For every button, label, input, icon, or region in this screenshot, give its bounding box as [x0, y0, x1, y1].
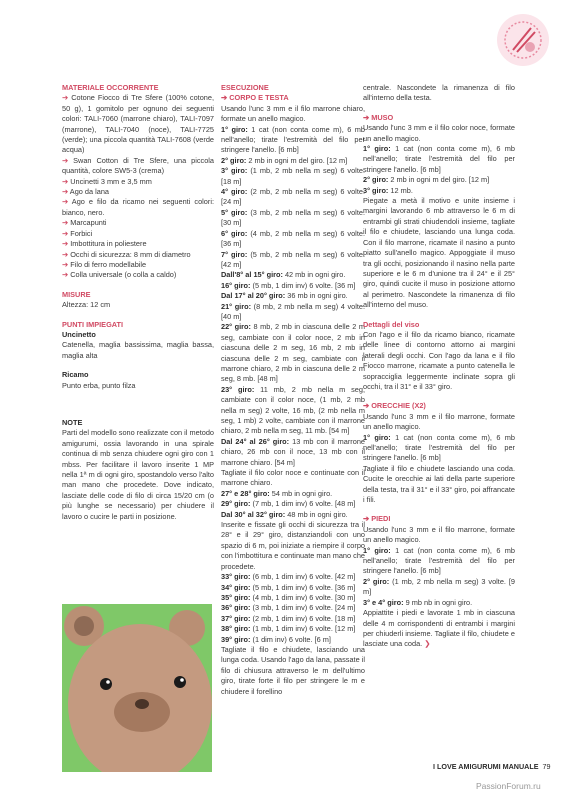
body-continuation: centrale. Nascondete la rimanenza di filo all'interno della testa. [363, 83, 515, 103]
magazine-name: I LOVE AMIGURUMI MANUALE [433, 762, 539, 771]
materials-item: ➔ Occhi di sicurezza: 8 mm di diametro [62, 249, 191, 259]
instruction-row: 36° giro: (3 mb, 1 dim inv) 6 volte. [24 m] [221, 603, 356, 613]
materials-item: ➔ Marcapunti [62, 218, 107, 228]
body-title: CORPO E TESTA [229, 93, 289, 103]
instruction-row: 2° giro: 2 mb in ogni m del giro. [12 m] [363, 175, 490, 185]
piedi-title: PIEDI [371, 514, 391, 524]
arrow-icon: ➔ [363, 401, 372, 411]
instruction-row: 1° giro: 1 cat (non conta come m), 6 mb nell'anello; tirate l'estremità del filo per stringere l'anello. [6 mb] [363, 545, 515, 576]
instruction-row: 1° giro: 1 cat (non conta come m), 6 mb nell'anello; tirate l'estremità del filo per stringere l'anello. [6 mb] [221, 124, 365, 155]
viso-text: Con l'ago e il filo da ricamo bianco, ricamate delle linee di contorno attorno ai margini laterali degli occhi. Con l'ago da lana e il filo Fiocco marrone, ricamate a punto catenella le sopracciglia leggermente inclinate sopra gli occhi, tra il 31° e il 33° giro. [363, 329, 515, 391]
measures-title: MISURE [62, 289, 91, 299]
page-footer [433, 762, 551, 771]
instruction-row: Dal 24° al 26° giro: 13 mb con il marrone chiaro, 26 mb con il noce, 13 mb con il marrone chiaro. [54 m] [221, 436, 365, 467]
muso-rows [363, 144, 515, 196]
materials-item: ➔ Ago e filo da ricamo nei seguenti colori: bianco, nero. [62, 197, 214, 217]
instruction-row: 16° giro: (5 mb, 1 dim inv) 6 volte. [36 m] [221, 280, 356, 290]
instruction-row: Tagliate il filo e chiudete, lasciando una lunga coda. Usando l'ago da lana, passate il filo di chiusura attraverso le m dell'ultimo giro, tirate forte il filo per stringere le m e chiudere il forellino [221, 644, 365, 696]
arrow-icon: ➔ [62, 218, 71, 228]
body-rows [221, 125, 365, 697]
instruction-row: 7° giro: (5 mb, 2 mb nella m seg) 6 volte. [42 m] [221, 249, 365, 269]
instruction-row: 35° giro: (4 mb, 1 dim inv) 6 volte. [30 m] [221, 592, 356, 602]
instruction-row: Inserite e fissate gli occhi di sicurezza tra il 28° e il 29° giro, distanziandoli con uno spazio di 6 m, poi iniziate a riempire il corpo con l'imbottitura e continuate man mano che procedete. [221, 520, 365, 571]
materials-item: ➔ Cotone Fiocco di Tre Sfere (100% cotone, 50 g), 1 gomitolo per ognuno dei seguenti colori: TALI-7060 (marrone chiaro), TALI-7097 (marrone), TALI-7040 (noce), TALI-7725 (verde); una piccola quantità TALI-7608 (verde acqua) [62, 93, 214, 155]
end-marker-icon: ❯ [424, 639, 431, 649]
instruction-row: 1° giro: 1 cat (non conta come m), 6 mb nell'anello; tirate l'estremità del filo per stringere l'anello. [6 mb] [363, 144, 515, 174]
muso-intro: Usando l'unc 3 mm e il filo color noce, formate un anello magico. [363, 123, 515, 143]
exec-title: ESECUZIONE [221, 83, 269, 92]
instruction-row: Dall'8° al 15° giro: 42 mb in ogni giro. [221, 270, 346, 280]
instruction-row: 38° giro: (1 mb, 1 dim inv) 6 volte. [12 m] [221, 624, 356, 634]
materials-item: ➔ Colla universale (o colla a caldo) [62, 270, 177, 280]
materials-title: MATERIALE OCCORRENTE [62, 83, 159, 92]
body-intro: Usando l'unc 3 mm e il filo marrone chiaro, formate un anello magico. [221, 103, 365, 124]
watermark: PassionForum.ru [476, 781, 541, 791]
instruction-row: Dal 30° al 32° giro: 48 mb in ogni giro. [221, 509, 348, 519]
arrow-icon: ➔ [363, 514, 372, 524]
uncinetto-title: Uncinetto [62, 329, 96, 339]
instruction-row: 29° giro: (7 mb, 1 dim inv) 6 volte. [48 m] [221, 499, 356, 509]
instruction-row: 3° giro: 12 mb. [363, 185, 413, 195]
orecchie-text: Tagliate il filo e chiudete lasciando una coda. Cucite le orecchie ai lati della parte superiore della testa, tra il 31° e il 33° giro, poi affrancate i fili. [363, 463, 515, 505]
orecchie-intro: Usando l'unc 3 mm e il filo marrone, formate un anello magico. [363, 411, 515, 432]
note-title: NOTE [62, 417, 83, 427]
piedi-text: Appiattite i piedi e lavorate 1 mb in ciascuna delle 4 m corrispondenti di entrambi i margini per chiuderli insieme. Tagliate il filo, chiudete e lasciate una coda. [363, 608, 515, 649]
materials-item: ➔ Ago da lana [62, 187, 109, 197]
materials-list [62, 93, 214, 280]
materials-item: ➔ Uncinetti 3 mm e 3,5 mm [62, 176, 152, 186]
arrow-icon: ➔ [221, 93, 230, 103]
arrow-icon: ➔ [62, 93, 72, 103]
materials-item: ➔ Swan Cotton di Tre Sfere, una piccola quantità, colore SW5-3 (crema) [62, 155, 214, 176]
column-materials [62, 83, 214, 522]
magazine-logo [497, 14, 549, 66]
points-title: PUNTI IMPIEGATI [62, 319, 124, 329]
instruction-row: 2° giro: 2 mb in ogni m del giro. [12 m] [221, 155, 348, 165]
instruction-row: 22° giro: 8 mb, 2 mb in ciascuna delle 2 m seg, cambiate con il color noce, 2 mb in ciascuna delle 2 m seg, 16 mb, 2 mb in ciascuna delle 2 m seg, cambiate con il marrone chiaro, 2 mb in ciascuna delle 2 m seg, 8 mb. [48 m] [221, 322, 365, 384]
arrow-icon: ➔ [62, 239, 71, 249]
arrow-icon: ➔ [62, 155, 74, 165]
instruction-row: 6° giro: (4 mb, 2 mb nella m seg) 6 volte. [36 m] [221, 228, 365, 249]
instruction-row: 4° giro: (2 mb, 2 mb nella m seg) 6 volte. [24 m] [221, 187, 365, 207]
arrow-icon: ➔ [62, 270, 71, 280]
instruction-row: 5° giro: (3 mb, 2 mb nella m seg) 6 volte. [30 m] [221, 207, 365, 228]
muso-text: Piegate a metà il motivo e unite insieme i margini lavorando 6 mb attraverso le 6 m di entrambi gli strati chiudendoli insieme, tagliate il filo e chiudete, lasciando una lunga coda. Con il filo marrone, ricamate il nasino a punto piatto sull'anello magico. Appoggiate il muso tra gli occhi, posizionando il nasino nella parte superiore e le 6 m d'unione tra il 24° e il 25° giro, quindi cucite il muso in posizione attorno al perimetro. Nascondete la rimanenza di filo all'interno del muso. [363, 196, 515, 310]
instruction-row: 21° giro: (8 mb, 2 mb nella m seg) 4 volte. [40 m] [221, 301, 365, 321]
instruction-row: 37° giro: (2 mb, 1 dim inv) 6 volte. [18 m] [221, 613, 356, 623]
instruction-row: 34° giro: (5 mb, 1 dim inv) 6 volte. [36 m] [221, 582, 356, 592]
arrow-icon: ➔ [62, 187, 70, 197]
arrow-icon: ➔ [62, 259, 71, 269]
materials-item: ➔ Forbici [62, 228, 93, 238]
instruction-row: 33° giro: (6 mb, 1 dim inv) 6 volte. [42 m] [221, 572, 356, 582]
instruction-row: 2° giro: (1 mb, 2 mb nella m seg) 3 volte. [9 m] [363, 576, 515, 597]
arrow-icon: ➔ [62, 176, 71, 186]
ricamo-title: Ricamo [62, 370, 89, 380]
instruction-row: 27° e 28° giro: 54 mb in ogni giro. [221, 488, 333, 498]
piedi-intro: Usando l'unc 3 mm e il filo marrone, formate un anello magico. [363, 524, 515, 545]
materials-item: ➔ Imbottitura in poliestere [62, 239, 147, 249]
page-number: 79 [542, 762, 551, 771]
instruction-row: 39° giro: (1 dim inv) 6 volte. [6 m] [221, 634, 331, 644]
instruction-row: 3° giro: (1 mb, 2 mb nella m seg) 6 volte. [18 m] [221, 166, 365, 186]
orecchie-title: ORECCHIE (X2) [371, 401, 426, 411]
piedi-rows [363, 546, 515, 608]
instruction-row: Tagliate il filo color noce e continuate con il marrone chiaro. [221, 468, 365, 488]
bear-photo [62, 604, 212, 772]
column-execution [221, 83, 365, 697]
arrow-icon: ➔ [62, 249, 71, 259]
viso-title: Dettagli del viso [363, 319, 420, 329]
note-text: Parti del modello sono realizzate con il metodo amigurumi, ossia lavorando in una spirale continua di mb senza chiudere ogni giro con 1 mbss. Per facilitare il lavoro inserite 1 MP nella 1ª m di ogni giro, spostandolo verso l'alto man mano che procedete. Dove indicato, lasciate delle code di filo di circa 15/20 cm (o più lunghe se necessario) per chiudere il lavoro o cucire le parti in posizione. [62, 428, 214, 521]
materials-item: ➔ Filo di ferro modellabile [62, 259, 147, 269]
ricamo-text: Punto erba, punto filza [62, 380, 136, 390]
arrow-icon: ➔ [363, 112, 372, 122]
uncinetto-text: Catenella, maglia bassissima, maglia bassa, maglia alta [62, 340, 214, 360]
instruction-row: 3° e 4° giro: 9 mb nb in ogni giro. [363, 597, 473, 607]
arrow-icon: ➔ [62, 228, 71, 238]
instruction-row: Dal 17° al 20° giro: 36 mb in ogni giro. [221, 291, 348, 301]
instruction-row: 1° giro: 1 cat (non conta come m), 6 mb nell'anello; tirate l'estremità del filo per stringere l'anello. [6 mb] [363, 432, 515, 463]
measures-text: Altezza: 12 cm [62, 300, 111, 310]
column-parts [363, 83, 515, 650]
instruction-row: 23° giro: 11 mb, 2 mb nella m seg, cambiate con il color noce, (1 mb, 2 mb nella m seg) 2 volte, 16 mb, (2 mb nella m seg, 1 mb) 2 volte, cambiate con il marrone chiaro, 2 mb nella m seg, 11 mb. [54 m] [221, 384, 365, 436]
muso-title: MUSO [371, 112, 394, 122]
orecchie-rows [363, 433, 515, 464]
arrow-icon: ➔ [62, 197, 72, 207]
